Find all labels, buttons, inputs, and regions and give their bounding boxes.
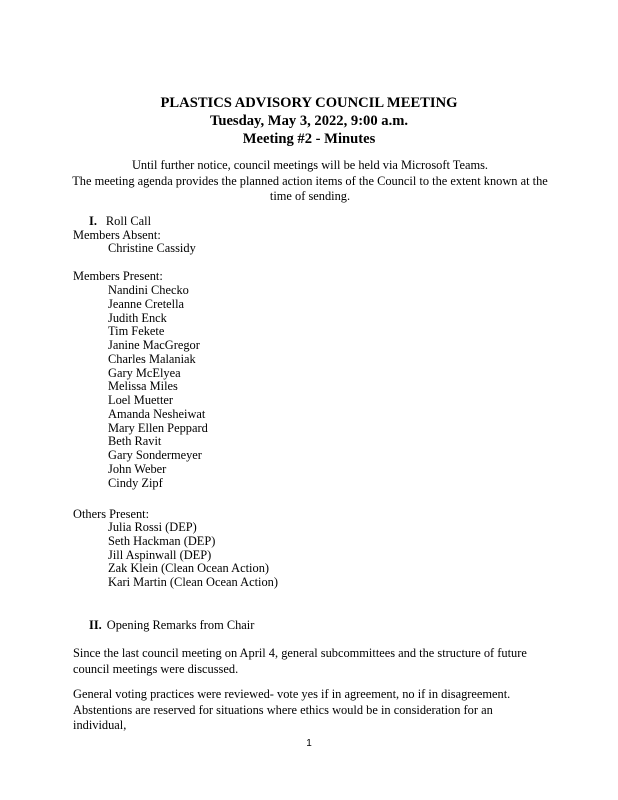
- page-number: 1: [306, 738, 312, 749]
- intro-block: [60, 158, 560, 205]
- section-title: Roll Call: [105, 214, 152, 228]
- members-absent-list: [108, 242, 196, 256]
- paragraph-voting-practices: General voting practices were reviewed- vote yes if in agreement, no if in disagreement. Abstentions are reserved for situations where ethics would be in consideration for an individual,: [73, 687, 511, 732]
- list-item: Loel Muetter: [108, 393, 174, 407]
- list-item: Jeanne Cretella: [108, 296, 185, 311]
- list-item: Christine Cassidy: [108, 241, 196, 255]
- list-item: Judith Enck: [108, 310, 167, 325]
- section-opening-remarks-heading: [89, 618, 254, 633]
- paragraph-since-last-meeting: Since the last council meeting on April 4, general subcommittees and the structure of future council meetings were discussed.: [73, 646, 527, 676]
- list-item: Beth Ravit: [108, 434, 162, 449]
- list-item: Gary McElyea: [108, 365, 181, 380]
- list-item: Julia Rossi (DEP): [108, 520, 197, 534]
- meeting-number: Meeting #2 - Minutes: [242, 131, 376, 147]
- members-present-label: Members Present:: [73, 269, 163, 283]
- list-item: Kari Martin (Clean Ocean Action): [108, 575, 278, 589]
- intro-line-1: Until further notice, council meetings will be held via Microsoft Teams.: [131, 158, 489, 172]
- list-item: Zak Klein (Clean Ocean Action): [108, 561, 270, 576]
- list-item: Seth Hackman (DEP): [108, 533, 216, 548]
- section-numeral: I.: [89, 214, 97, 228]
- list-item: Jill Aspinwall (DEP): [108, 547, 212, 562]
- others-present-label: Others Present:: [73, 507, 150, 521]
- list-item: Mary Ellen Peppard: [108, 420, 208, 435]
- list-item: John Weber: [108, 461, 167, 476]
- list-item: Charles Malaniak: [108, 351, 196, 366]
- section-title: Opening Remarks from Chair: [106, 618, 255, 632]
- list-item: Janine MacGregor: [108, 338, 200, 352]
- list-item: Cindy Zipf: [108, 475, 163, 490]
- section-numeral: II.: [89, 618, 102, 632]
- section-roll-call-heading: [89, 214, 151, 229]
- list-item: Tim Fekete: [108, 324, 165, 339]
- document-title: PLASTICS ADVISORY COUNCIL MEETING: [160, 95, 458, 111]
- members-present-list: [108, 284, 208, 490]
- list-item: Nandini Checko: [108, 283, 189, 297]
- members-absent-label: Members Absent:: [73, 228, 161, 242]
- list-item: Gary Sondermeyer: [108, 448, 202, 462]
- meeting-date: Tuesday, May 3, 2022, 9:00 a.m.: [209, 113, 409, 129]
- intro-line-2: The meeting agenda provides the planned action items of the Council to the extent known at the time of sending.: [72, 173, 548, 203]
- list-item: Melissa Miles: [108, 379, 178, 394]
- others-present-list: [108, 521, 278, 590]
- list-item: Amanda Nesheiwat: [108, 406, 206, 421]
